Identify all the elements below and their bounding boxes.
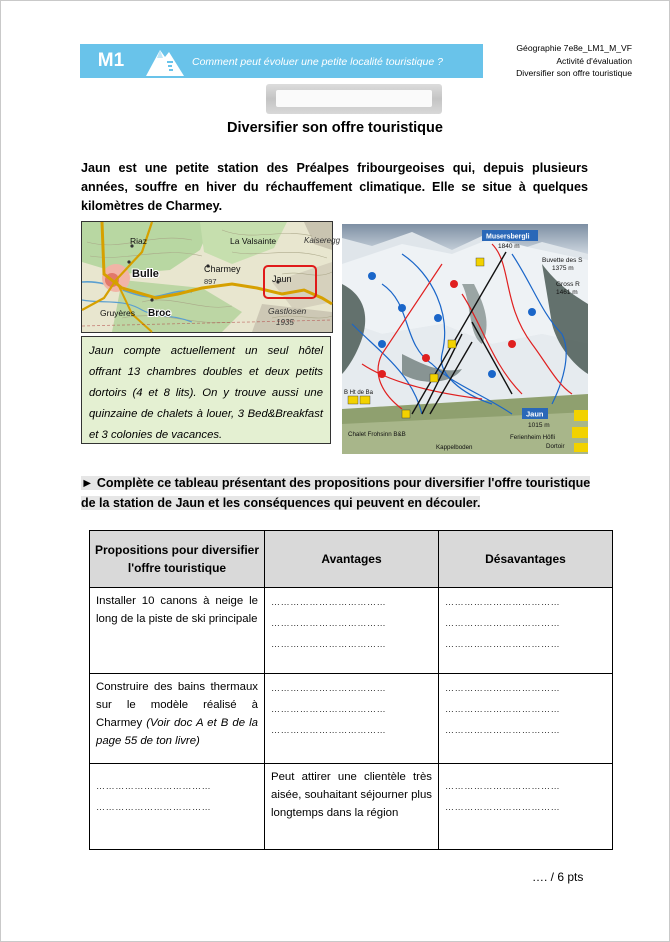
answer-line[interactable]: ……………………………… <box>96 781 212 791</box>
row1-disadvantages[interactable] <box>439 588 613 674</box>
hotel-info-box: Jaun compte actuellement un seul hôtel offrant 13 chambres doubles et deux petits dortoirs (4 et 8 lits). On y trouve aussi une quinzaine de chalets à louer, 3 Bed&Breakfast et 3 colonies de vacances. <box>81 336 331 444</box>
map-label-gruyeres: Gruyères <box>100 308 135 318</box>
answer-line[interactable]: ……………………………… <box>271 704 387 714</box>
map-label-charmey: Charmey <box>204 264 241 274</box>
map-label-broc: Broc <box>148 308 171 319</box>
header-subject: Géographie 7e8e_LM1_M_VF <box>516 43 632 53</box>
answer-line[interactable]: ……………………………… <box>271 639 387 649</box>
ski-label-buvette-alt: 1375 m <box>552 265 574 272</box>
table-row <box>90 764 613 850</box>
ski-label-ferienheim: Ferienheim Höfli <box>510 434 556 441</box>
doc-title: Diversifier son offre touristique <box>227 120 443 136</box>
table-header-row <box>90 531 613 588</box>
ski-resort-map <box>342 224 588 454</box>
answer-line[interactable]: ……………………………… <box>271 618 387 628</box>
map-label-charmey-alt: 897 <box>204 277 217 286</box>
header-propositions: Propositions pour diversifier l'offre touristique <box>90 531 265 588</box>
answer-line[interactable]: ……………………………… <box>271 597 387 607</box>
answer-line[interactable]: ……………………………… <box>445 802 561 812</box>
header-info <box>516 42 632 80</box>
ski-label-musersbergli-alt: 1840 m <box>498 243 520 250</box>
map-label-jaun: Jaun <box>272 274 292 284</box>
row1-advantages[interactable] <box>265 588 439 674</box>
answer-line[interactable]: ……………………………… <box>445 597 561 607</box>
map-label-gastlosen: Gastlosen <box>268 306 307 316</box>
answer-line[interactable]: ……………………………… <box>445 781 561 791</box>
map-label-la-valsainte: La Valsainte <box>230 236 277 246</box>
instruction <box>81 474 591 513</box>
module-code: M1 <box>97 50 125 71</box>
header-activity: Activité d'évaluation <box>556 55 632 66</box>
ski-label-gross: Gross R <box>556 281 580 288</box>
map-label-bulle: Bulle <box>132 268 159 280</box>
intro-paragraph: Jaun est une petite station des Préalpes fribourgeoises qui, depuis plusieurs années, souffre en hiver du réchauffement climatique. Elle se situe à quelques kilomètres de Charmey. <box>81 161 588 213</box>
answer-line[interactable]: ……………………………… <box>96 802 212 812</box>
banner-title: Comment peut évoluer une petite localité touristique ? <box>192 56 443 68</box>
ski-label-jaun-alt: 1015 m <box>528 422 550 429</box>
topographic-map <box>81 221 341 333</box>
name-field <box>276 90 432 107</box>
answer-line[interactable]: ……………………………… <box>445 704 561 714</box>
score: …. / 6 pts <box>532 870 584 884</box>
row3-proposal[interactable] <box>90 764 265 850</box>
ski-label-gross-alt: 1461 m <box>556 289 578 296</box>
instruction-text: ► Complète ce tableau présentant des propositions pour diversifier l'offre touristique de la station de Jaun et les conséquences qui peuvent en découler. <box>81 476 591 510</box>
ski-label-chalet: Chalet Frohsinn B&B <box>348 431 406 438</box>
table-row <box>90 674 613 764</box>
row1-proposal: Installer 10 canons à neige le long de la piste de ski principale <box>90 588 265 674</box>
map-label-gastlosen-alt: 1935 <box>276 318 294 327</box>
mountain-logo-icon <box>146 46 184 76</box>
row2-proposal <box>90 674 265 764</box>
answer-line[interactable]: ……………………………… <box>445 683 561 693</box>
ski-label-musersbergli: Musersbergli <box>486 233 530 241</box>
proposals-table <box>89 530 613 850</box>
header-desavantages: Désavantages <box>439 531 613 588</box>
name-box <box>266 84 442 114</box>
row3-disadvantages[interactable] <box>439 764 613 850</box>
map-label-kaiseregg: Kaiseregg <box>304 236 341 245</box>
header-avantages: Avantages <box>265 531 439 588</box>
answer-line[interactable]: ……………………………… <box>445 639 561 649</box>
ski-label-kappelboden: Kappelboden <box>436 444 473 451</box>
answer-line[interactable]: ……………………………… <box>445 725 561 735</box>
answer-line[interactable]: ……………………………… <box>445 618 561 628</box>
row2-disadvantages[interactable] <box>439 674 613 764</box>
table-row <box>90 588 613 674</box>
ski-label-buvette: Buvette des S <box>542 257 583 264</box>
ski-label-hut: B Ht de Ba <box>344 390 374 396</box>
row3-advantage: Peut attirer une clientèle très aisée, souhaitant séjourner plus longtemps dans la région <box>265 764 439 850</box>
row2-proposal-note: (Voir doc A et B de la page 55 de ton livre) <box>96 717 258 747</box>
ski-label-dortoir: Dortoir <box>546 443 565 450</box>
row2-advantages[interactable] <box>265 674 439 764</box>
header-topic: Diversifier son offre touristique <box>516 68 632 78</box>
ski-label-jaun: Jaun <box>526 409 544 419</box>
row2-proposal-main: Construire des bains thermaux sur le modèle réalisé à Charmey <box>96 681 258 729</box>
answer-line[interactable]: ……………………………… <box>271 683 387 693</box>
map-label-riaz: Riaz <box>130 236 148 246</box>
answer-line[interactable]: ……………………………… <box>271 725 387 735</box>
